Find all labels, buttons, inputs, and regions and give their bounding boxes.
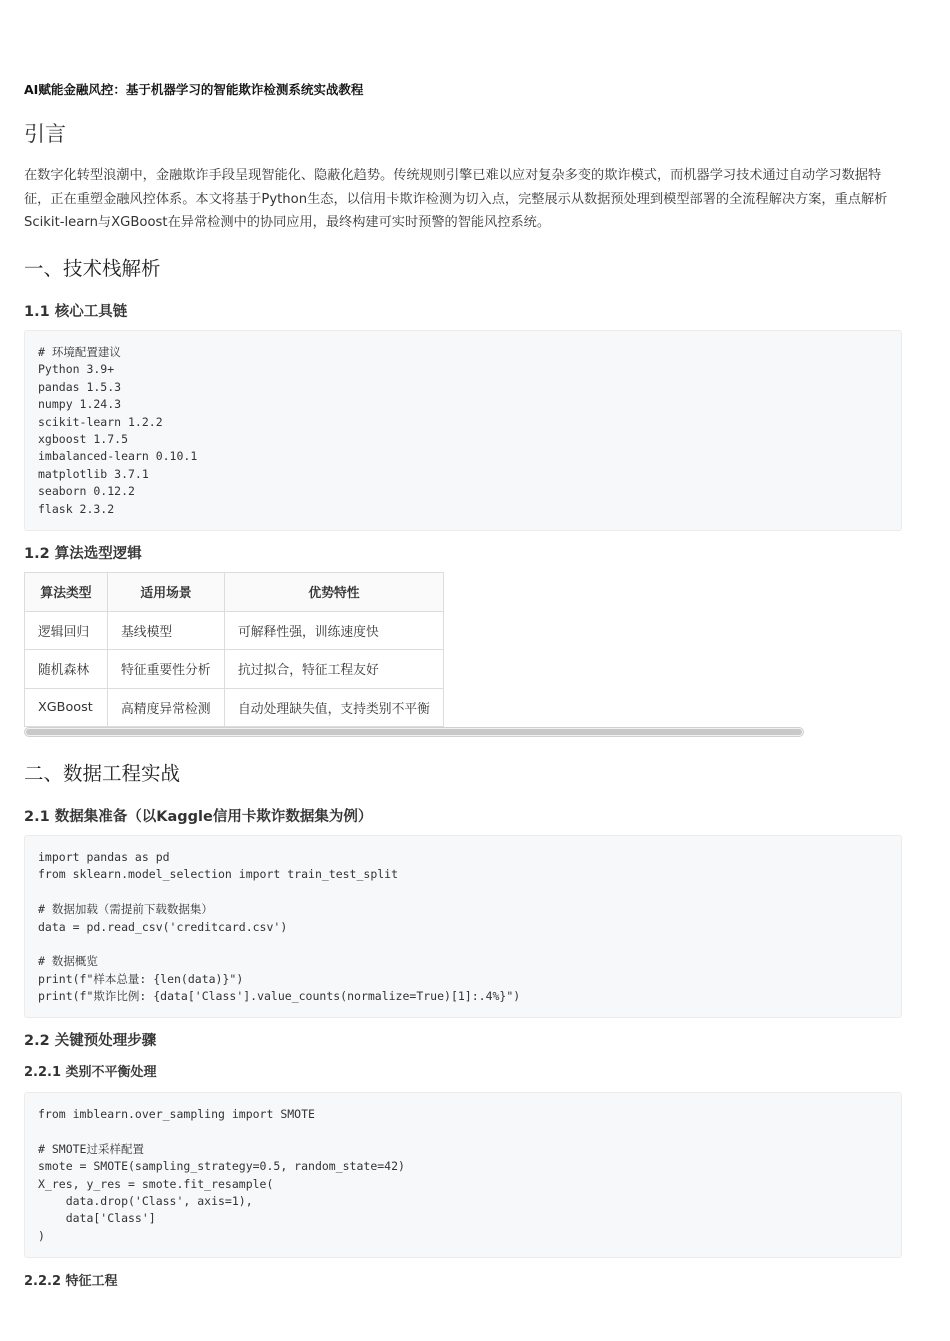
table-cell: XGBoost xyxy=(25,688,108,727)
code-line: imbalanced-learn 0.10.1 xyxy=(38,449,198,464)
table-row xyxy=(25,611,444,650)
code-content xyxy=(38,344,888,518)
table-cell: 特征重要性分析 xyxy=(108,650,225,689)
code-line xyxy=(38,1123,888,1140)
code-line: pandas 1.5.3 xyxy=(38,379,122,394)
table-header-cell: 适用场景 xyxy=(108,573,225,612)
document-title: AI赋能金融风控：基于机器学习的智能欺诈检测系统实战教程 xyxy=(24,82,364,97)
code-line: # 环境配置建议 xyxy=(38,345,121,359)
table-header-cell: 算法类型 xyxy=(25,573,108,612)
section-heading-tech-stack: 一、技术栈解析 xyxy=(24,257,161,280)
table-cell: 可解释性强，训练速度快 xyxy=(225,611,444,650)
code-line: flask 2.3.2 xyxy=(38,501,115,516)
code-content xyxy=(38,849,888,1006)
code-line xyxy=(38,884,888,901)
code-line: # 数据加载（需提前下载数据集） xyxy=(38,902,213,917)
table-row xyxy=(25,650,444,689)
code-line: from imblearn.over_sampling import SMOTE xyxy=(38,1107,315,1121)
code-line: X_res, y_res = smote.fit_resample( xyxy=(38,1176,274,1191)
algorithm-table xyxy=(24,572,444,727)
code-line: # 数据概览 xyxy=(38,954,98,969)
code-line xyxy=(38,936,888,953)
code-line: data.drop('Class', axis=1), xyxy=(38,1193,253,1208)
subheading-class-imbalance: 2.2.1 类别不平衡处理 xyxy=(24,1065,157,1080)
subheading-feature-engineering: 2.2.2 特征工程 xyxy=(24,1274,118,1289)
code-line: smote = SMOTE(sampling_strategy=0.5, random_state=42) xyxy=(38,1159,405,1174)
table-horizontal-scrollbar[interactable] xyxy=(24,727,804,737)
code-line: print(f"欺诈比例: {data['Class'].value_counts(normalize=True)[1]:.4%}") xyxy=(38,989,521,1004)
table-cell: 高精度异常检测 xyxy=(108,688,225,727)
code-line: print(f"样本总量: {len(data)}") xyxy=(38,971,244,986)
subheading-algorithm-selection: 1.2 算法选型逻辑 xyxy=(24,546,142,562)
code-line: seaborn 0.12.2 xyxy=(38,484,135,499)
code-line: # SMOTE过采样配置 xyxy=(38,1141,144,1156)
code-line: import pandas as pd xyxy=(38,850,170,864)
code-line: matplotlib 3.7.1 xyxy=(38,466,149,481)
table-cell: 随机森林 xyxy=(25,650,108,689)
code-line: numpy 1.24.3 xyxy=(38,397,122,412)
code-line: data = pd.read_csv('creditcard.csv') xyxy=(38,919,288,934)
code-line: ) xyxy=(38,1228,45,1243)
code-block-data-loading[interactable] xyxy=(24,835,902,1018)
table-cell: 基线模型 xyxy=(108,611,225,650)
table-header-cell: 优势特性 xyxy=(225,573,444,612)
code-line: Python 3.9+ xyxy=(38,362,115,377)
code-line: from sklearn.model_selection import train_test_split xyxy=(38,867,399,882)
section-heading-data-engineering: 二、数据工程实战 xyxy=(24,762,181,785)
table-row xyxy=(25,688,444,727)
table-cell: 自动处理缺失值，支持类别不平衡 xyxy=(225,688,444,727)
code-content xyxy=(38,1106,888,1245)
table-cell: 逻辑回归 xyxy=(25,611,108,650)
subheading-preprocessing: 2.2 关键预处理步骤 xyxy=(24,1033,157,1049)
code-line: data['Class'] xyxy=(38,1211,156,1226)
table-header-row xyxy=(25,573,444,612)
intro-paragraph: 在数字化转型浪潮中，金融欺诈手段呈现智能化、隐蔽化趋势。传统规则引擎已难以应对复杂多变的欺诈模式，而机器学习技术通过自动学习数据特征，正在重塑金融风控体系。本文将基于Python生态，以信用卡欺诈检测为切入点，完整展示从数据预处理到模型部署的全流程解决方案，重点解析Scikit-learn与XGBoost在异常检测中的协同应用，最终构建可实时预警的智能风控系统。 xyxy=(24,168,888,230)
scrollbar-thumb[interactable] xyxy=(26,729,802,735)
code-block-env-config[interactable] xyxy=(24,330,902,531)
code-line: scikit-learn 1.2.2 xyxy=(38,414,163,429)
table-cell: 抗过拟合，特征工程友好 xyxy=(225,650,444,689)
subheading-core-toolchain: 1.1 核心工具链 xyxy=(24,304,128,320)
code-line: xgboost 1.7.5 xyxy=(38,431,129,446)
intro-heading: 引言 xyxy=(24,122,66,146)
code-block-smote[interactable] xyxy=(24,1092,902,1258)
subheading-dataset-prep: 2.1 数据集准备（以Kaggle信用卡欺诈数据集为例） xyxy=(24,809,373,825)
